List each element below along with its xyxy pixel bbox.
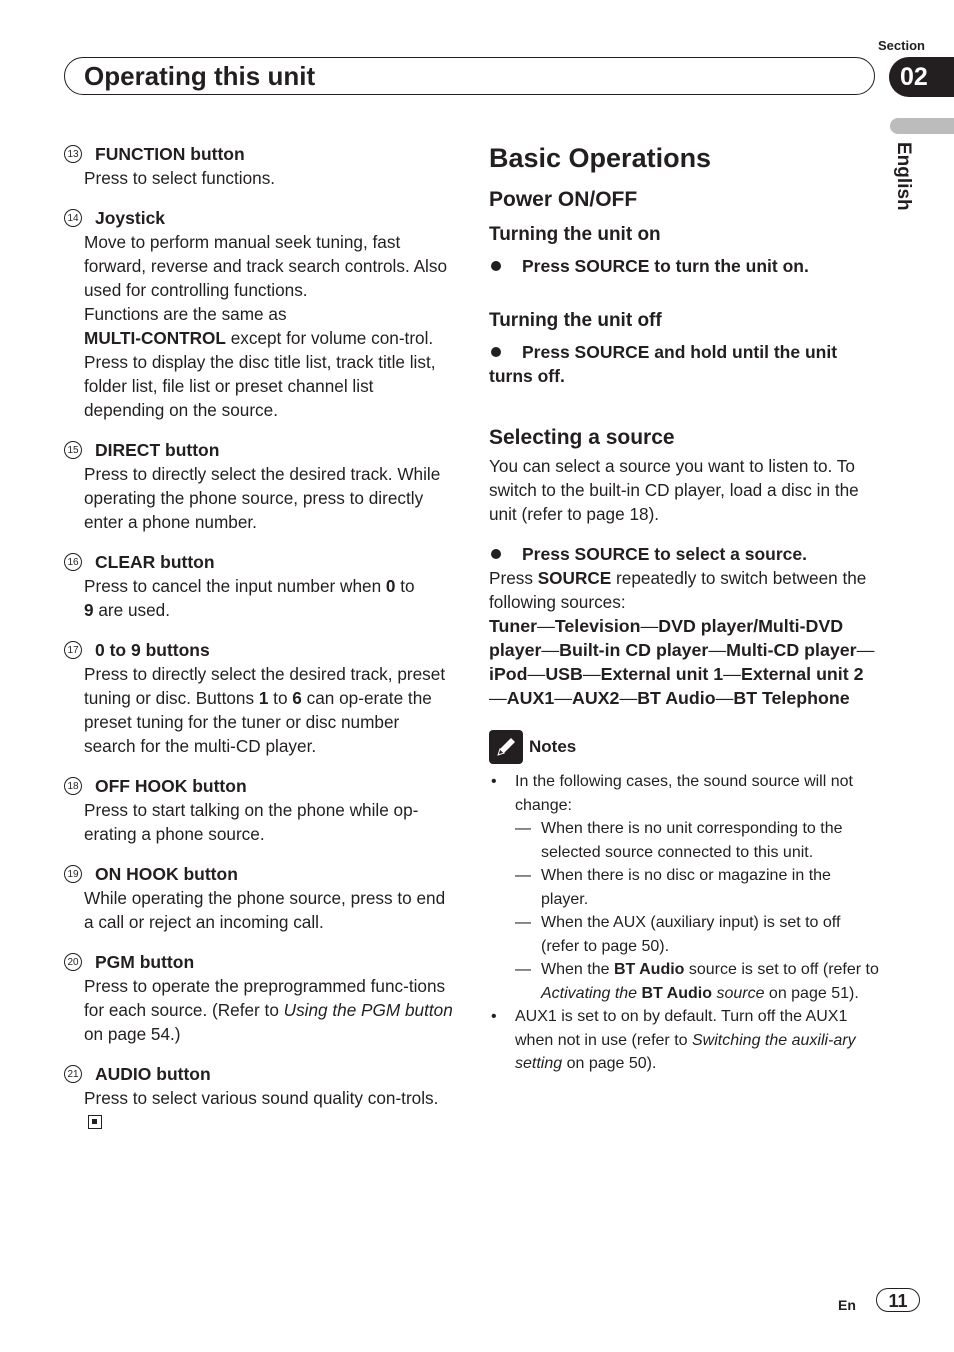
note-subitem: — When the AUX (auxiliary input) is set to off (refer to page 50). — [489, 911, 881, 958]
source-name: iPod — [489, 664, 528, 684]
separator-dash: — — [541, 640, 560, 660]
item-joystick — [64, 206, 454, 422]
item-body — [64, 230, 454, 422]
paragraph — [84, 302, 454, 350]
step-text: Press SOURCE and hold until the unit turns off. — [489, 342, 838, 386]
paragraph: Press to display the disc title list, track title list, folder list, file list or preset channel list depending on the source. — [84, 352, 436, 420]
item-number: 13 — [64, 145, 82, 163]
item-number: 21 — [64, 1065, 82, 1083]
bullet-dot-icon — [491, 261, 501, 271]
item-body: Press to start talking on the phone while op-erating a phone source. — [84, 800, 419, 844]
language-tab — [890, 118, 954, 134]
text: to — [395, 576, 415, 596]
separator-dash: — — [708, 640, 727, 660]
item-direct-button — [64, 438, 454, 534]
source-name: BT Audio — [637, 688, 716, 708]
notes-header — [489, 730, 881, 764]
item-number: 15 — [64, 441, 82, 459]
note-subitem: — When there is no unit corresponding to the selected source connected to this unit. — [489, 817, 881, 864]
source-name: USB — [545, 664, 583, 684]
item-title: ON HOOK button — [95, 864, 238, 884]
section-label: Section — [878, 38, 925, 53]
item-body: While operating the phone source, press to end a call or reject an incoming call. — [84, 888, 446, 932]
item-clear-button — [64, 550, 454, 622]
separator-dash: — — [619, 688, 638, 708]
selecting-source-heading: Selecting a source — [489, 426, 675, 449]
item-0-to-9-buttons — [64, 638, 454, 758]
item-body: Press to directly select the desired track. While operating the phone source, press to directly enter a phone number. — [84, 464, 441, 532]
text: Press to directly select the desired track, preset tuning or disc. Buttons — [84, 664, 446, 708]
footer-language: En — [838, 1297, 856, 1313]
text: repeatedly to switch between the following sources: — [489, 568, 867, 612]
bold-text: BT Audio — [641, 984, 712, 1002]
item-off-hook-button — [64, 774, 454, 846]
italic-text: source — [712, 984, 765, 1002]
item-title: Joystick — [95, 208, 166, 228]
item-number: 20 — [64, 953, 82, 971]
source-name: AUX1 — [506, 688, 555, 708]
step-select-source — [489, 542, 881, 566]
italic-text: Switching the auxili-ary setting — [515, 1031, 856, 1072]
source-name: Television — [554, 616, 641, 636]
item-function-button — [64, 142, 454, 190]
source-name: Multi-CD player — [726, 640, 857, 660]
step-turn-on — [489, 254, 881, 278]
notes-list — [489, 770, 881, 1076]
stop-square-icon — [88, 1115, 102, 1129]
item-on-hook-button — [64, 862, 454, 934]
text: can op-erate the preset tuning for the tuner or disc number search for the multi-CD player. — [84, 688, 432, 756]
pencil-icon — [489, 730, 523, 764]
text: Press to select various sound quality con-trols. — [84, 1088, 439, 1108]
item-title: AUDIO button — [95, 1064, 211, 1084]
text: AUX1 is set to on by default. Turn off the AUX1 when not in use (refer to — [515, 1008, 848, 1049]
source-name: BT Telephone — [733, 688, 850, 708]
separator-dash: — — [527, 664, 546, 684]
bullet-dot-icon — [491, 549, 501, 559]
item-body — [64, 574, 454, 622]
text: source is set to off (refer to — [684, 961, 879, 978]
separator-dash: — — [640, 616, 659, 636]
italic-text: Activating the — [541, 984, 642, 1002]
notes-title: Notes — [529, 737, 577, 756]
turning-off-heading: Turning the unit off — [489, 310, 662, 331]
select-body: You can select a source you want to listen to. To switch to the built-in CD player, load a disc in the unit (refer to page 18). — [489, 456, 859, 524]
item-number: 17 — [64, 641, 82, 659]
page-title: Operating this unit — [84, 61, 316, 91]
source-name: Built-in CD player — [559, 640, 709, 660]
bullet-dot-icon — [491, 347, 501, 357]
item-number: 14 — [64, 209, 82, 227]
item-title: DIRECT button — [95, 440, 220, 460]
separator-dash: — — [856, 640, 875, 660]
separator-dash: — — [537, 616, 555, 636]
text: When the — [541, 961, 614, 978]
text: are used. — [93, 600, 170, 620]
source-name: External unit 1 — [600, 664, 724, 684]
italic-text: Using the PGM button — [283, 1000, 453, 1020]
item-title: FUNCTION button — [95, 144, 245, 164]
item-title: PGM button — [95, 952, 195, 972]
paragraph: Move to perform manual seek tuning, fast forward, reverse and track search controls. Also used for controlling functions. — [84, 232, 448, 300]
press-source-text — [489, 566, 881, 614]
text: Press to operate the preprogrammed func-tions for each source. (Refer to — [84, 976, 446, 1020]
text: except for volume con-trol. — [225, 328, 434, 348]
section-number-tab: 02 — [889, 57, 954, 97]
item-pgm-button — [64, 950, 454, 1046]
note-subitem — [489, 958, 881, 1005]
section-heading: Basic Operations — [489, 143, 712, 173]
separator-dash: — — [723, 664, 741, 684]
item-body — [64, 974, 454, 1046]
text: Press — [489, 568, 538, 588]
text: Functions are the same as — [84, 304, 287, 324]
button-descriptions — [64, 142, 454, 1150]
power-heading: Power ON/OFF — [489, 188, 638, 211]
source-sequence — [489, 614, 881, 710]
bold-text: 9 — [84, 600, 94, 620]
separator-dash: — — [489, 688, 507, 708]
bold-text: BT Audio — [613, 961, 685, 978]
basic-operations — [489, 140, 881, 1076]
item-body: Press to select functions. — [84, 168, 276, 188]
item-audio-button — [64, 1062, 454, 1134]
text: on page 51). — [764, 984, 859, 1002]
bold-text: 1 — [258, 688, 269, 708]
item-number: 16 — [64, 553, 82, 571]
separator-dash: — — [554, 688, 572, 708]
note-item: • In the following cases, the sound source will not change: — [489, 770, 881, 817]
source-name: External unit 2 — [740, 664, 864, 684]
step-turn-off — [489, 340, 881, 388]
item-title: CLEAR button — [95, 552, 215, 572]
item-body — [64, 662, 454, 758]
item-title: 0 to 9 buttons — [95, 640, 210, 660]
text: to — [268, 688, 293, 708]
note-subitem: — When there is no disc or magazine in the player. — [489, 864, 881, 911]
text: on page 54.) — [84, 1024, 181, 1044]
item-number: 18 — [64, 777, 82, 795]
text: on page 50). — [562, 1055, 657, 1072]
note-item — [489, 1005, 881, 1076]
bold-text: 0 — [385, 576, 396, 596]
separator-dash: — — [582, 664, 601, 684]
bold-text: MULTI-CONTROL — [84, 328, 226, 348]
source-name: AUX2 — [572, 688, 620, 708]
step-text: Press SOURCE to select a source. — [522, 544, 807, 564]
item-body — [64, 1086, 454, 1134]
language-label: English — [893, 142, 914, 211]
bold-text: SOURCE — [537, 568, 612, 588]
bold-text: 6 — [292, 688, 302, 708]
source-name: DVD player/Multi-DVD player — [489, 616, 844, 660]
source-name: Tuner — [489, 616, 538, 636]
page-number: 11 — [876, 1288, 920, 1312]
step-text: Press SOURCE to turn the unit on. — [522, 256, 809, 276]
item-title: OFF HOOK button — [95, 776, 247, 796]
separator-dash: — — [715, 688, 734, 708]
item-number: 19 — [64, 865, 82, 883]
text: Press to cancel the input number when — [84, 576, 386, 596]
turning-on-heading: Turning the unit on — [489, 224, 661, 245]
